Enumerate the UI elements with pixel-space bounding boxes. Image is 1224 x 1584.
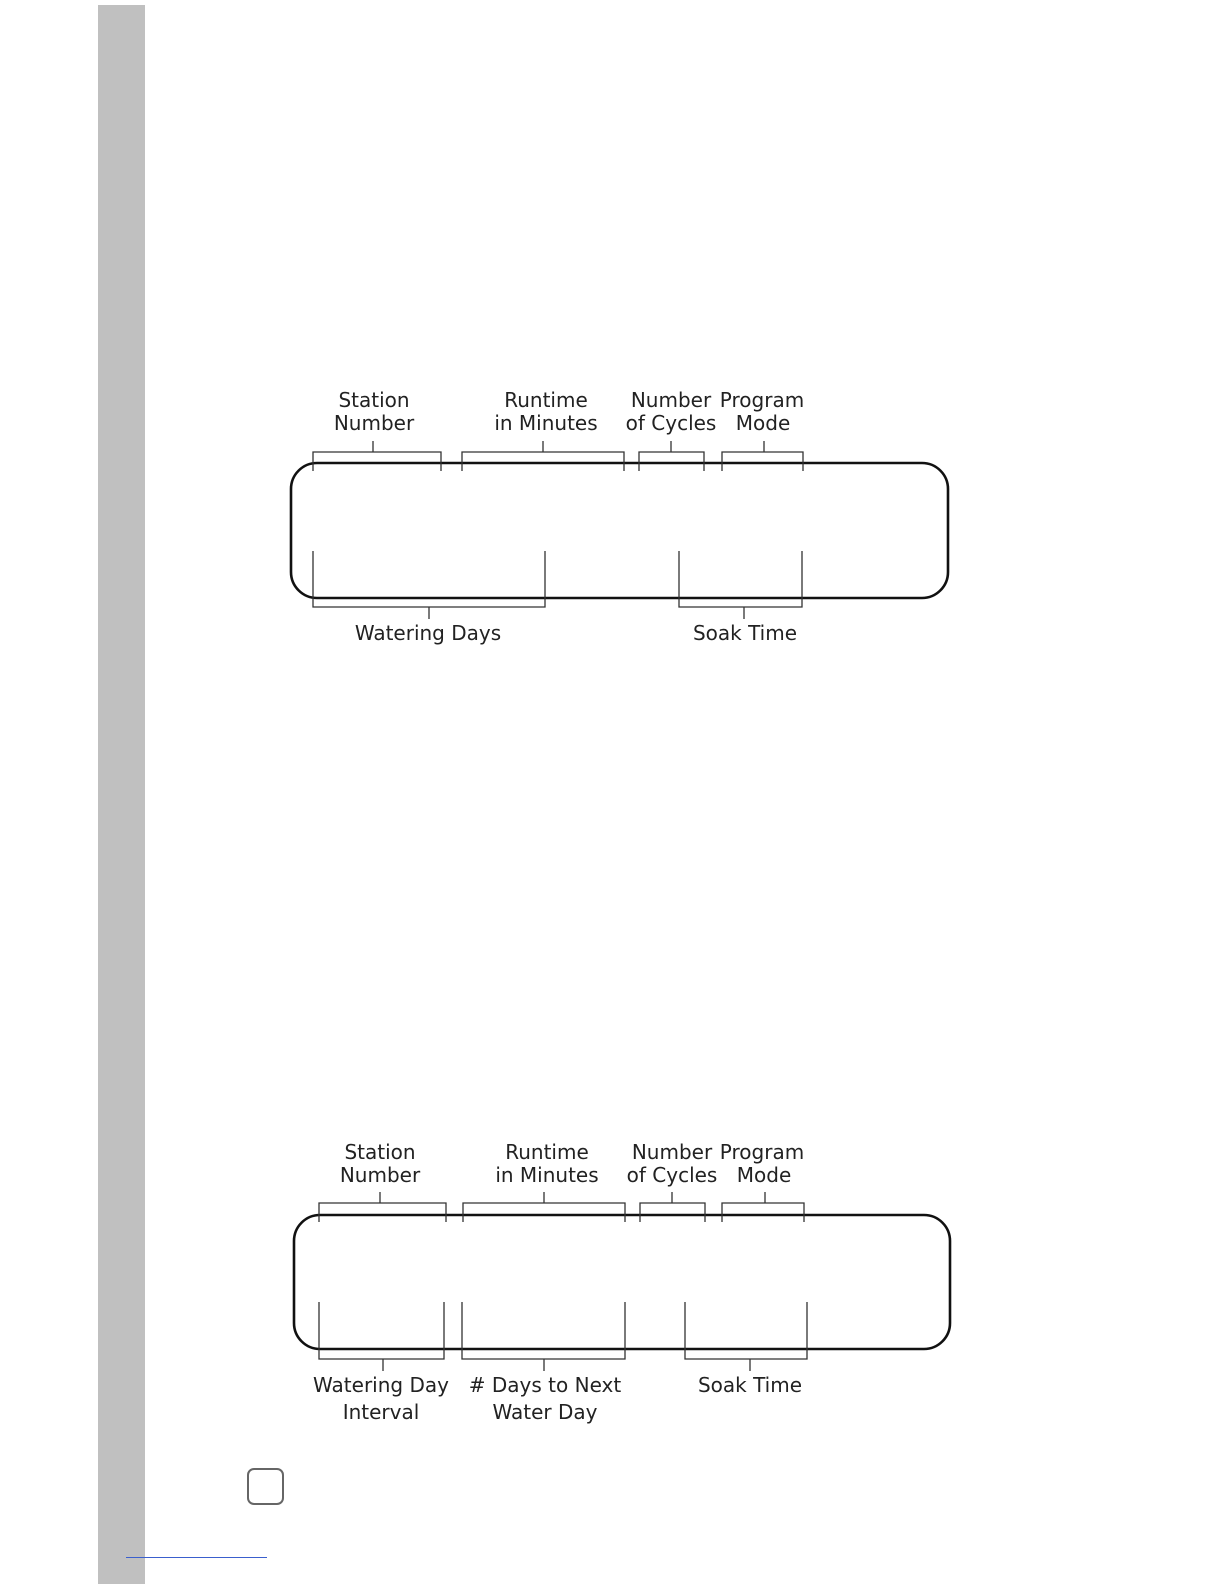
label-soak-time: Soak Time <box>697 1373 803 1397</box>
label-watering-day-interval-line1: Watering Day <box>313 1373 449 1397</box>
bracket-cycles-top <box>639 441 704 471</box>
bracket-program-mode-top <box>722 441 803 471</box>
footer-rule <box>126 1557 267 1558</box>
lcd-diagram-bottom <box>294 1140 950 1424</box>
bracket-station-number-top <box>313 441 441 471</box>
label-station-line1: Station <box>338 388 410 412</box>
bracket-program-mode-bottom <box>722 1192 804 1222</box>
label-runtime-line1: Runtime <box>504 388 588 412</box>
label-watering-days: Watering Days <box>354 621 502 645</box>
label-cycles-line2: of Cycles <box>626 1163 718 1187</box>
bracket-cycles-bottom <box>640 1192 705 1222</box>
bracket-station-number-bottom <box>319 1192 446 1222</box>
label-cycles-line1: Number <box>630 388 712 412</box>
bracket-soak-time-top <box>679 551 802 619</box>
page-number-box <box>247 1468 284 1505</box>
label-program-mode-line2: Mode <box>735 411 791 435</box>
lcd-display-outline-top <box>291 463 948 598</box>
label-station-line2: Number <box>333 411 415 435</box>
bracket-watering-day-interval <box>319 1302 444 1371</box>
label-program-mode-line1: Program <box>719 1140 805 1164</box>
bracket-soak-time-bottom <box>685 1302 807 1371</box>
label-program-mode-line2: Mode <box>736 1163 792 1187</box>
lcd-display-outline-bottom <box>294 1215 950 1349</box>
label-days-to-next-line2: Water Day <box>492 1400 598 1424</box>
label-station-line2: Number <box>339 1163 421 1187</box>
label-station-line1: Station <box>344 1140 416 1164</box>
label-watering-day-interval-line2: Interval <box>342 1400 420 1424</box>
bracket-days-to-next <box>462 1302 625 1371</box>
bracket-watering-days-top <box>313 551 545 619</box>
label-program-mode-line1: Program <box>719 388 805 412</box>
label-cycles-line1: Number <box>631 1140 713 1164</box>
bracket-runtime-top <box>462 441 624 471</box>
label-runtime-line1: Runtime <box>505 1140 589 1164</box>
label-cycles-line2: of Cycles <box>625 411 717 435</box>
lcd-diagram-top <box>291 388 948 645</box>
label-runtime-line2: in Minutes <box>495 1163 599 1187</box>
bracket-runtime-bottom <box>463 1192 625 1222</box>
label-soak-time: Soak Time <box>692 621 798 645</box>
label-days-to-next-line1: # Days to Next <box>468 1373 622 1397</box>
label-runtime-line2: in Minutes <box>494 411 598 435</box>
